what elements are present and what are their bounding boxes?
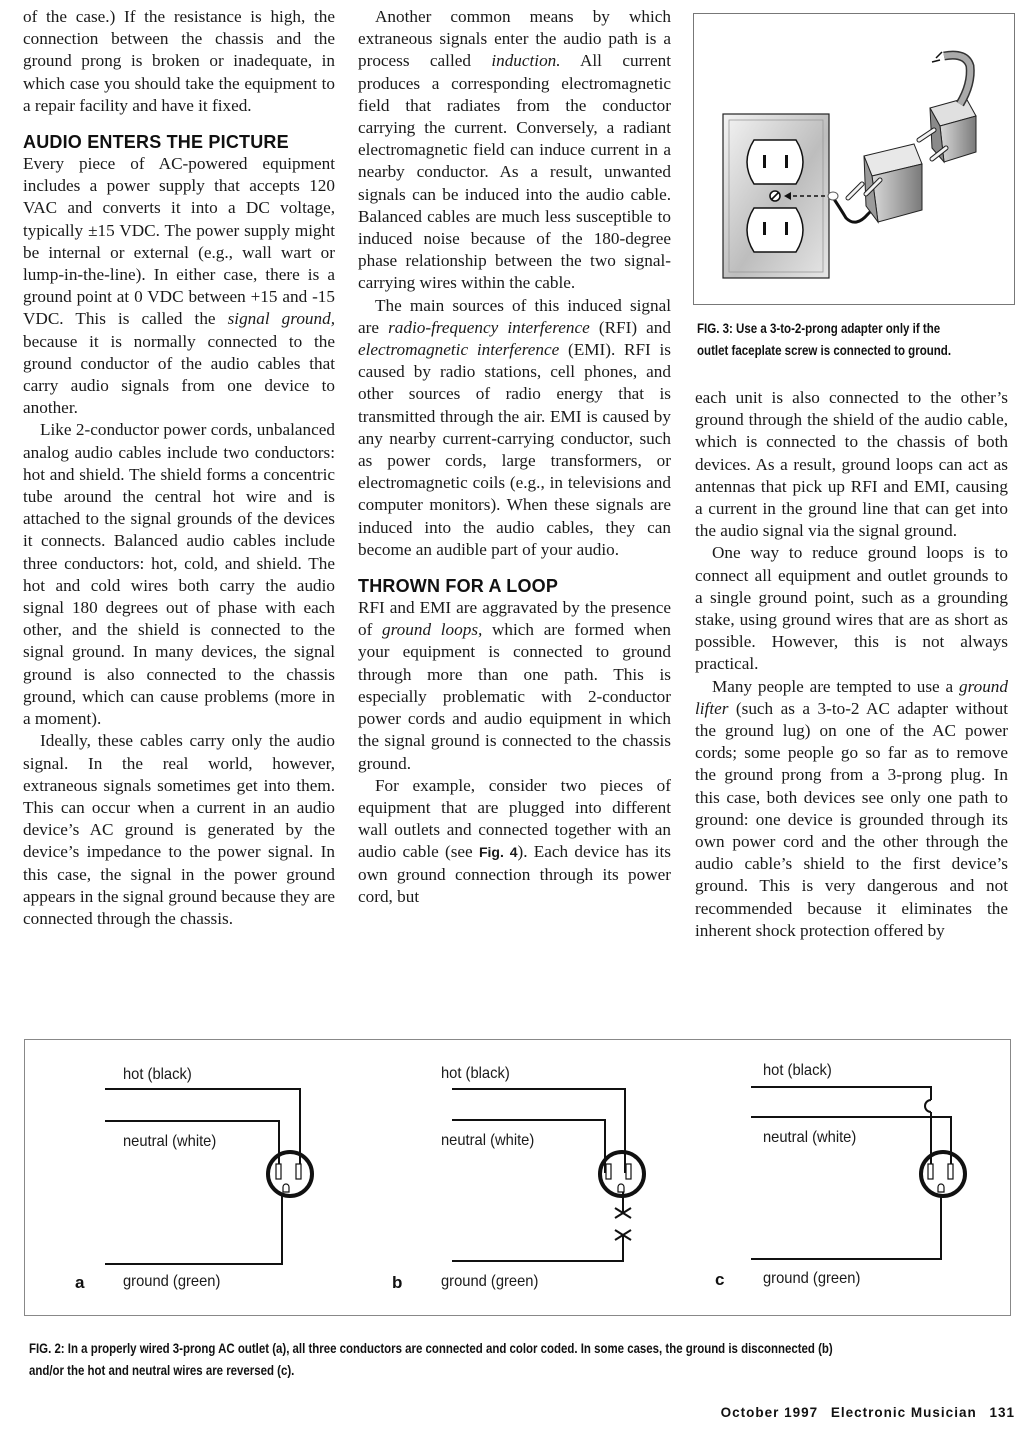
page-footer [713,1405,1015,1420]
panel-c-schematic [751,1087,965,1259]
panel-label-b: b [392,1273,403,1292]
page-number: 131 [989,1405,1015,1420]
paragraph: Like 2-conductor power cords, unbalanced analog audio cables include two conductors: hot and shield. The shield forms a concentric tube around the central hot wire and is attached to the signal grounds of the devices it connects. Balanced audio cables include three conductors: hot, cold, and shield. The hot and cold wires both carry the audio signal 180 degrees out of phase with each other, and the shield is connected to the signal ground. In many devices, the signal ground is also connected to the chassis ground, which can cause problems (more in a moment). [23,420,335,729]
article-column-2 [358,6,671,908]
label-ground-wire: ground (green) [763,1270,861,1287]
adapter-plug-icon [848,144,922,222]
section-heading-thrown-for-a-loop: THROWN FOR A LOOP [358,576,559,597]
label-neutral-wire: neutral (white) [441,1132,535,1149]
article-column-1 [23,6,335,930]
label-neutral-wire: neutral (white) [763,1129,857,1146]
wall-outlet-icon [723,114,829,278]
label-ground-wire: ground (green) [123,1273,221,1290]
panel-a-schematic [105,1089,312,1264]
label-ground-wire: ground (green) [441,1273,539,1290]
paragraph: Many people are tempted to use a ground lifter (such as a 3-to-2 AC adapter without the ground lug) on one of the AC power cords; some people go so far as to remove the ground prong from a 3-prong plug. In this case, both devices see only one path to ground: one device is grounded through its own power cord and the other through the audio cable’s shield to the first device’s ground. This is very dangerous and not recommended because it eliminates the inherent shock protection offered by [695,676,1008,940]
panel-b-schematic [452,1089,644,1261]
figure-3-caption: FIG. 3: Use a 3-to-2-prong adapter only if the outlet faceplate screw is connected to ground. [697,321,952,358]
article-column-3 [695,387,1008,942]
paragraph: RFI and EMI are aggravated by the presence of ground loops, which are formed when your equipment is connected to ground through more than one path. This is especially problematic with 2-conductor power cords and audio equipment in which the signal ground is connected to the chassis ground. [358,598,671,773]
label-hot-wire: hot (black) [441,1065,510,1082]
paragraph: Another common means by which extraneous signals enter the audio path is a process called induction. All current produces a corresponding electromagnetic field that radiates from the conductor carrying the current. Conversely, a radiant electromagnetic field can induce current in a nearby conductor. As a result, unwanted signals can be induced into the audio cable. Balanced cables are much less susceptible to induced noise because of the 180-degree phase relationship between the two signal-carrying wires within the cable. [358,7,671,293]
panel-label-c: c [715,1270,725,1289]
label-neutral-wire: neutral (white) [123,1133,217,1150]
issue-date: October 1997 [720,1405,819,1420]
panel-label-a: a [75,1273,85,1292]
figure-2-caption: FIG. 2: In a properly wired 3-prong AC outlet (a), all three conductors are connected and color coded. In some cases, the ground is disconnected (b) and/or the hot and neutral wires are reversed (c). [29,1341,833,1378]
publication-name: Electronic Musician [830,1405,977,1420]
label-hot-wire: hot (black) [123,1066,192,1083]
paragraph: of the case.) If the resistance is high, the connection between the chassis and the ground prong is broken or inadequate, in which case you should take the equipment to a repair facility and have it fixed. [23,7,335,115]
paragraph: Every piece of AC-powered equipment includes a power supply that accepts 120 VAC and converts it into a DC voltage, typically ±15 VDC. The power supply might be internal or external (e.g., wall wart or lump-in-the-line). In either case, there is a ground point at 0 VDC between +15 and -15 VDC. This is called the signal ground, because it is normally connected to the ground conductor of the audio cables that carry audio signals from one device to another. [23,154,336,418]
three-prong-plug-icon [919,52,976,162]
paragraph: One way to reduce ground loops is to connect all equipment and outlet grounds to a single ground point, such as a grounding stake, using ground wires that are as short as possible. However, this is not always practical. [695,543,1008,674]
outlet-adapter-illustration [694,14,1014,304]
section-heading-audio-enters: AUDIO ENTERS THE PICTURE [23,132,289,153]
paragraph: Ideally, these cables carry only the audio signal. In the real world, however, extraneous signals sometimes get into them. This can occur when a current in an audio device’s AC ground is generated by the device’s impedance to the power signal. In this case, the signal in the power ground appears in the signal ground because they are connected through the chassis. [23,731,335,928]
paragraph: The main sources of this induced signal are radio-frequency interference (RFI) and electromagnetic interference (EMI). RFI is caused by radio stations, cell phones, and other sources of radio energy that is transmitted through the air. EMI is caused by any nearby current-carrying conductor, such as power cords, large transformers, or electromagnetic coils (e.g., in televisions and computer monitors). When these signals are induced into the audio cables, they can become an audible part of your audio. [358,295,671,559]
figure-3-illustration [693,13,1015,305]
label-hot-wire: hot (black) [763,1062,832,1079]
figure-2-wiring-diagram [24,1039,1011,1316]
figure-reference-link[interactable]: Fig. 4 [478,844,518,861]
paragraph: each unit is also connected to the other’s ground through the shield of the audio cable, which is connected to the chassis of both devices. As a result, ground loops can act as antennas that pick up RFI and EMI, causing a current in the ground line that can get into the audio signal via the signal ground. [695,388,1008,541]
paragraph: For example, consider two pieces of equipment that are plugged into different wall outlets and connected together with an audio cable (see Fig. 4). Each device has its own ground connection through its power cord, but [358,775,671,906]
